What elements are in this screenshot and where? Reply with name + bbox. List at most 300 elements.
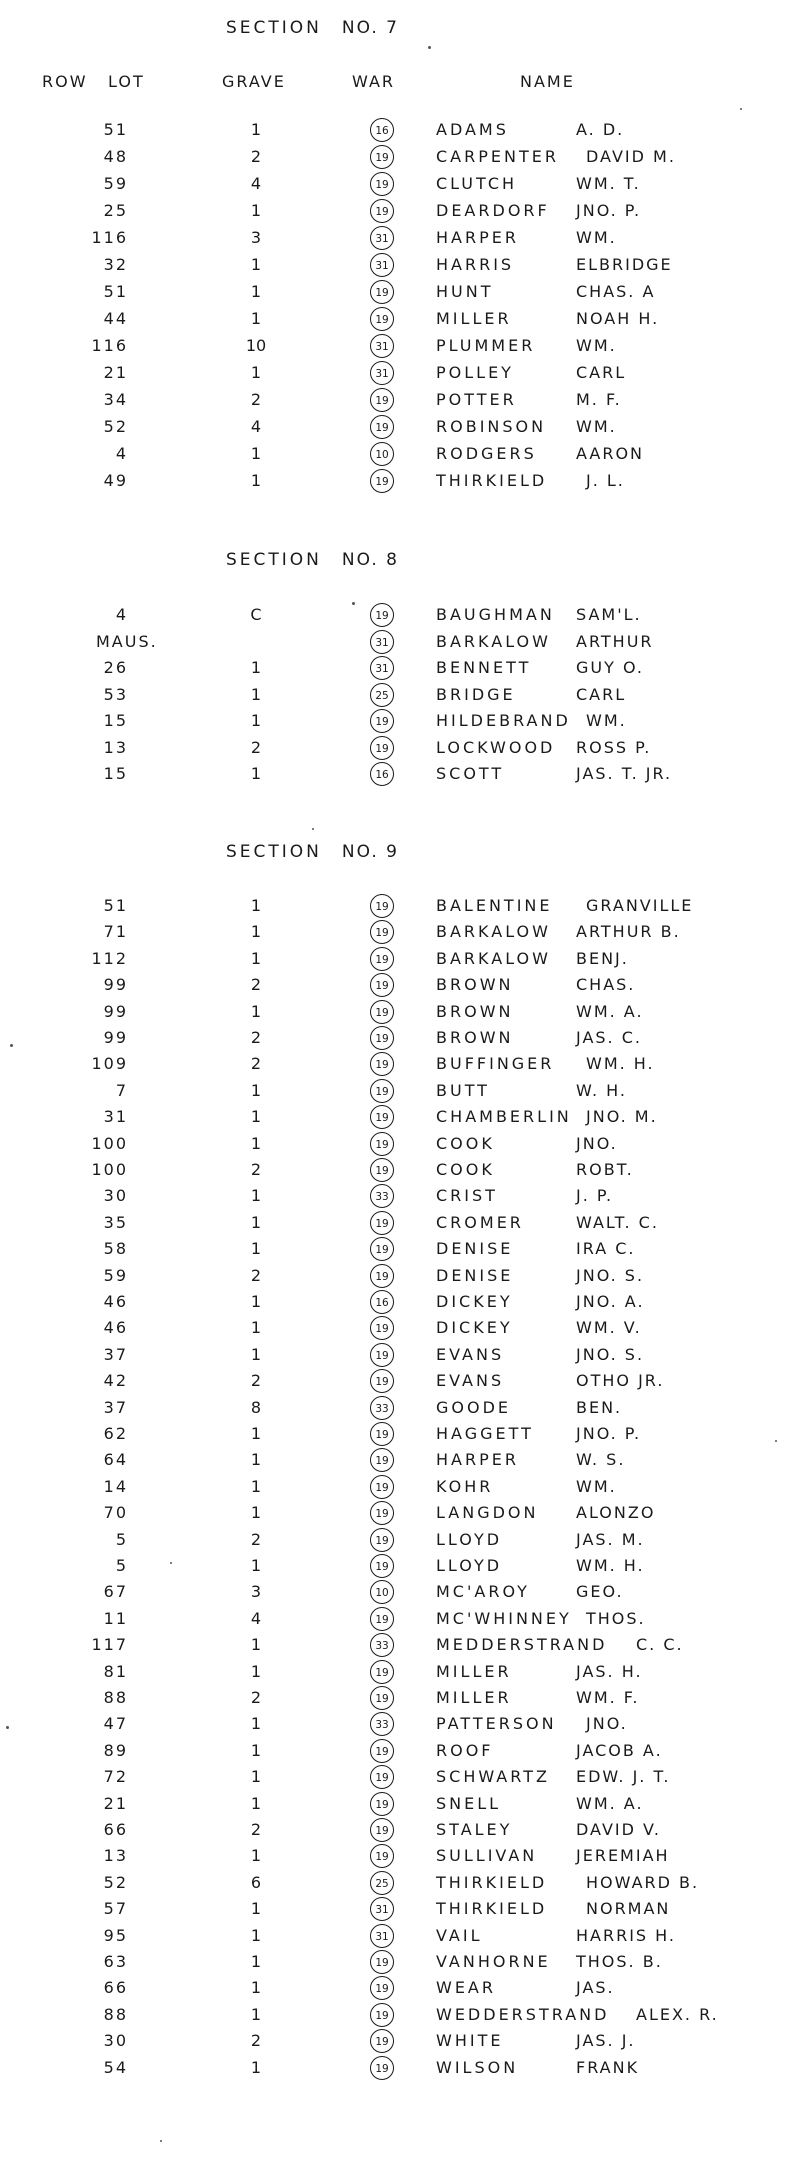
table-row (0, 2003, 800, 2029)
lot-cell: 32 (103, 255, 128, 274)
table-row (0, 1844, 800, 1870)
given-name-cell: IRA C. (576, 1239, 636, 1258)
table-row (0, 1422, 800, 1448)
war-number-circle: 19 (370, 1475, 394, 1499)
surname-cell: CROMER (436, 1213, 524, 1232)
given-name-cell: DAVID M. (586, 147, 676, 166)
war-number-circle: 31 (370, 226, 394, 250)
grave-cell: 1 (250, 255, 262, 274)
table-row (0, 709, 800, 735)
surname-cell: HARPER (436, 228, 519, 247)
given-name-cell: ELBRIDGE (576, 255, 673, 274)
grave-cell: 1 (250, 1213, 262, 1232)
grave-cell: 2 (250, 390, 262, 409)
table-row (0, 1712, 800, 1738)
given-name-cell: M. F. (576, 390, 622, 409)
grave-cell: 1 (250, 201, 262, 220)
surname-cell: WEDDERSTRAND (436, 2005, 610, 2024)
war-number-circle: 16 (370, 762, 394, 786)
table-row (0, 1105, 800, 1131)
table-row (0, 1792, 800, 1818)
section-7-number: NO. 7 (341, 18, 399, 38)
scan-speck (10, 1044, 13, 1047)
surname-cell: CARPENTER (436, 147, 559, 166)
surname-cell: LLOYD (436, 1556, 503, 1575)
grave-cell: 1 (250, 922, 262, 941)
section-8-label: SECTION (226, 550, 322, 570)
war-number-circle: 19 (370, 1158, 394, 1182)
surname-cell: RODGERS (436, 444, 537, 463)
lot-cell: 66 (103, 1820, 128, 1839)
war-number-circle: 19 (370, 145, 394, 169)
given-name-cell: WM. (576, 1477, 617, 1496)
given-name-cell: FRANK (576, 2058, 640, 2077)
war-number-circle: 19 (370, 415, 394, 439)
lot-cell: 42 (103, 1371, 128, 1390)
table-row (0, 280, 800, 306)
war-number-circle: 19 (370, 709, 394, 733)
table-row (0, 1765, 800, 1791)
given-name-cell: JNO. P. (576, 201, 642, 220)
war-number-circle: 31 (370, 1897, 394, 1921)
table-row (0, 1501, 800, 1527)
table-row (0, 736, 800, 762)
war-number-circle: 31 (370, 656, 394, 680)
grave-cell: 1 (250, 1662, 262, 1681)
given-name-cell: W. H. (576, 1081, 627, 1100)
grave-cell: 1 (250, 2058, 262, 2077)
given-name-cell: WM. (586, 711, 627, 730)
lot-cell: 112 (91, 949, 128, 968)
lot-cell: 99 (103, 1002, 128, 1021)
given-name-cell: AARON (576, 444, 645, 463)
war-number-circle: 19 (370, 1316, 394, 1340)
lot-cell: 89 (103, 1741, 128, 1760)
lot-cell: 30 (103, 1186, 128, 1205)
given-name-cell: JAS. M. (576, 1530, 645, 1549)
surname-cell: BRIDGE (436, 685, 516, 704)
given-name-cell: THOS. (586, 1609, 646, 1628)
grave-cell: 1 (250, 1477, 262, 1496)
grave-cell: 1 (250, 1107, 262, 1126)
war-number-circle: 19 (370, 1264, 394, 1288)
war-number-circle: 19 (370, 1976, 394, 2000)
given-name-cell: WM. V. (576, 1318, 642, 1337)
table-row (0, 361, 800, 387)
war-number-circle: 19 (370, 973, 394, 997)
given-name-cell: C. C. (636, 1635, 684, 1654)
surname-cell: CLUTCH (436, 174, 518, 193)
lot-cell: 99 (103, 975, 128, 994)
surname-cell: THIRKIELD (436, 471, 548, 490)
given-name-cell: ARTHUR (576, 632, 654, 651)
table-row (0, 1343, 800, 1369)
surname-cell: BUFFINGER (436, 1054, 555, 1073)
surname-cell: MILLER (436, 1662, 512, 1681)
war-number-circle: 31 (370, 253, 394, 277)
lot-cell: 70 (103, 1503, 128, 1522)
scan-speck (428, 46, 431, 49)
grave-cell: 4 (250, 174, 262, 193)
surname-cell: ADAMS (436, 120, 509, 139)
surname-cell: BAUGHMAN (436, 605, 555, 624)
given-name-cell: JNO. S. (576, 1345, 645, 1364)
surname-cell: POTTER (436, 390, 517, 409)
surname-cell: SNELL (436, 1794, 502, 1813)
given-name-cell: CARL (576, 363, 627, 382)
given-name-cell: GRANVILLE (586, 896, 694, 915)
lot-cell: 46 (103, 1318, 128, 1337)
grave-cell: 1 (250, 1318, 262, 1337)
table-row (0, 1818, 800, 1844)
lot-cell: 67 (103, 1582, 128, 1601)
grave-cell: 1 (250, 1556, 262, 1575)
table-row (0, 253, 800, 279)
surname-cell: WHITE (436, 2031, 504, 2050)
given-name-cell: JNO. S. (576, 1266, 645, 1285)
grave-cell: 2 (250, 2031, 262, 2050)
surname-cell: BROWN (436, 975, 514, 994)
table-row (0, 1739, 800, 1765)
given-name-cell: EDW. J. T. (576, 1767, 671, 1786)
table-row (0, 1580, 800, 1606)
war-number-circle: 19 (370, 1660, 394, 1684)
section-7-title (226, 18, 399, 38)
war-number-circle: 33 (370, 1633, 394, 1657)
given-name-cell: A. D. (576, 120, 625, 139)
lot-cell: 21 (103, 1794, 128, 1813)
given-name-cell: CARL (576, 685, 627, 704)
grave-cell: 1 (250, 1978, 262, 1997)
given-name-cell: WM. H. (586, 1054, 655, 1073)
table-row (0, 1686, 800, 1712)
section-7-label: SECTION (226, 18, 322, 38)
given-name-cell: WM. A. (576, 1002, 644, 1021)
surname-cell: THIRKIELD (436, 1873, 548, 1892)
table-row (0, 1264, 800, 1290)
war-number-circle: 19 (370, 1765, 394, 1789)
lot-cell: 71 (103, 922, 128, 941)
war-number-circle: 31 (370, 334, 394, 358)
given-name-cell: BENJ. (576, 949, 629, 968)
surname-cell: DENISE (436, 1266, 514, 1285)
grave-cell: 2 (250, 1054, 262, 1073)
surname-cell: HAGGETT (436, 1424, 534, 1443)
grave-cell: 1 (250, 1794, 262, 1813)
table-row (0, 973, 800, 999)
grave-cell: 1 (250, 1424, 262, 1443)
surname-cell: HARRIS (436, 255, 515, 274)
scan-speck (740, 108, 742, 110)
table-row (0, 762, 800, 788)
table-row (0, 334, 800, 360)
given-name-cell: ARTHUR B. (576, 922, 681, 941)
surname-cell: BENNETT (436, 658, 532, 677)
given-name-cell: WM. (576, 228, 617, 247)
surname-cell: MEDDERSTRAND (436, 1635, 608, 1654)
grave-cell: 10 (245, 336, 267, 355)
war-number-circle: 19 (370, 736, 394, 760)
lot-cell: 95 (103, 1926, 128, 1945)
lot-cell: 116 (91, 228, 128, 247)
scan-speck (312, 828, 314, 830)
surname-cell: CHAMBERLIN (436, 1107, 572, 1126)
scan-speck (170, 1562, 172, 1564)
given-name-cell: JAS. H. (576, 1662, 643, 1681)
war-number-circle: 31 (370, 361, 394, 385)
war-number-circle: 10 (370, 442, 394, 466)
table-row (0, 1897, 800, 1923)
given-name-cell: W. S. (576, 1450, 626, 1469)
table-row (0, 1660, 800, 1686)
grave-cell: 1 (250, 282, 262, 301)
lot-cell: 46 (103, 1292, 128, 1311)
grave-cell: 1 (250, 363, 262, 382)
grave-cell: 1 (250, 471, 262, 490)
grave-cell: 1 (250, 764, 262, 783)
grave-cell: 1 (250, 120, 262, 139)
given-name-cell: JNO. P. (576, 1424, 642, 1443)
surname-cell: BARKALOW (436, 949, 551, 968)
war-number-circle: 19 (370, 920, 394, 944)
surname-cell: HARPER (436, 1450, 519, 1469)
grave-cell: 1 (250, 1741, 262, 1760)
grave-cell: 2 (250, 1371, 262, 1390)
war-number-circle: 19 (370, 199, 394, 223)
surname-cell: WILSON (436, 2058, 519, 2077)
table-row (0, 1607, 800, 1633)
lot-cell: 7 (115, 1081, 128, 1100)
grave-cell: 1 (250, 1134, 262, 1153)
grave-cell: 1 (250, 1081, 262, 1100)
lot-cell: 5 (115, 1556, 128, 1575)
war-number-circle: 19 (370, 2003, 394, 2027)
surname-cell: BARKALOW (436, 922, 551, 941)
surname-cell: THIRKIELD (436, 1899, 548, 1918)
lot-cell: 15 (103, 711, 128, 730)
given-name-cell: JACOB A. (576, 1741, 663, 1760)
war-number-circle: 19 (370, 1132, 394, 1156)
grave-cell: 8 (250, 1398, 262, 1417)
lot-cell: 25 (103, 201, 128, 220)
grave-cell: 1 (250, 1635, 262, 1654)
given-name-cell: ROSS P. (576, 738, 652, 757)
lot-cell: 72 (103, 1767, 128, 1786)
grave-cell: 2 (250, 975, 262, 994)
table-row (0, 388, 800, 414)
table-row (0, 172, 800, 198)
war-number-circle: 19 (370, 1528, 394, 1552)
lot-cell: 63 (103, 1952, 128, 1971)
lot-cell: 81 (103, 1662, 128, 1681)
grave-cell: 1 (250, 711, 262, 730)
war-number-circle: 19 (370, 307, 394, 331)
grave-cell: 2 (250, 1688, 262, 1707)
table-row (0, 442, 800, 468)
table-row (0, 415, 800, 441)
lot-cell: 52 (103, 1873, 128, 1892)
table-row (0, 1924, 800, 1950)
given-name-cell: OTHO JR. (576, 1371, 665, 1390)
lot-cell: 49 (103, 471, 128, 490)
given-name-cell: JAS. C. (576, 1028, 642, 1047)
lot-cell: 37 (103, 1398, 128, 1417)
lot-cell: 51 (103, 896, 128, 915)
table-row (0, 199, 800, 225)
table-row (0, 1237, 800, 1263)
lot-cell: 4 (115, 605, 128, 624)
scan-speck (6, 1726, 9, 1729)
war-number-circle: 19 (370, 1369, 394, 1393)
surname-cell: DENISE (436, 1239, 514, 1258)
grave-cell: 1 (250, 1846, 262, 1865)
grave-cell: 1 (250, 1952, 262, 1971)
table-row (0, 1976, 800, 2002)
war-number-circle: 33 (370, 1396, 394, 1420)
surname-cell: DEARDORF (436, 201, 550, 220)
lot-cell: 53 (103, 685, 128, 704)
war-number-circle: 16 (370, 1290, 394, 1314)
lot-cell: 31 (103, 1107, 128, 1126)
table-row (0, 656, 800, 682)
lot-cell: 13 (103, 738, 128, 757)
given-name-cell: JNO. A. (576, 1292, 645, 1311)
grave-cell: 1 (250, 1503, 262, 1522)
given-name-cell: HOWARD B. (586, 1873, 700, 1892)
war-number-circle: 19 (370, 1739, 394, 1763)
lot-cell: 5 (115, 1530, 128, 1549)
table-row (0, 1184, 800, 1210)
surname-cell: BROWN (436, 1002, 514, 1021)
lot-cell: 64 (103, 1450, 128, 1469)
given-name-cell: WM. F. (576, 1688, 640, 1707)
lot-cell: 47 (103, 1714, 128, 1733)
grave-cell: 1 (250, 309, 262, 328)
war-number-circle: 19 (370, 1105, 394, 1129)
war-number-circle: 19 (370, 894, 394, 918)
given-name-cell: WM. H. (576, 1556, 645, 1575)
lot-cell: 88 (103, 1688, 128, 1707)
table-row (0, 1316, 800, 1342)
given-name-cell: NOAH H. (576, 309, 660, 328)
war-number-circle: 19 (370, 947, 394, 971)
surname-cell: SCOTT (436, 764, 505, 783)
surname-cell: EVANS (436, 1371, 505, 1390)
war-number-circle: 19 (370, 1079, 394, 1103)
table-row (0, 603, 800, 629)
war-number-circle: 19 (370, 469, 394, 493)
table-row (0, 1158, 800, 1184)
given-name-cell: JAS. J. (576, 2031, 636, 2050)
lot-cell: 99 (103, 1028, 128, 1047)
header-grave: GRAVE (222, 72, 286, 91)
table-row (0, 1633, 800, 1659)
section-9-number: NO. 9 (341, 842, 399, 862)
lot-cell: 117 (91, 1635, 128, 1654)
war-number-circle: 31 (370, 1924, 394, 1948)
given-name-cell: JAS. T. JR. (576, 764, 673, 783)
surname-cell: DICKEY (436, 1292, 513, 1311)
surname-cell: HILDEBRAND (436, 711, 571, 730)
surname-cell: POLLEY (436, 363, 514, 382)
table-row (0, 920, 800, 946)
lot-cell: 4 (115, 444, 128, 463)
table-row (0, 1132, 800, 1158)
grave-cell: 2 (250, 738, 262, 757)
grave-cell: 2 (250, 147, 262, 166)
given-name-cell: WM. T. (576, 174, 641, 193)
given-name-cell: ROBT. (576, 1160, 634, 1179)
lot-cell: 48 (103, 147, 128, 166)
lot-cell: 54 (103, 2058, 128, 2077)
given-name-cell: JNO. M. (586, 1107, 658, 1126)
lot-cell: MAUS. (96, 632, 158, 651)
lot-cell: 26 (103, 658, 128, 677)
surname-cell: STALEY (436, 1820, 513, 1839)
table-row (0, 2029, 800, 2055)
lot-cell: 51 (103, 282, 128, 301)
given-name-cell: JNO. (586, 1714, 628, 1733)
surname-cell: BARKALOW (436, 632, 551, 651)
grave-cell: 1 (250, 1002, 262, 1021)
given-name-cell: NORMAN (586, 1899, 671, 1918)
table-row (0, 1528, 800, 1554)
table-row (0, 894, 800, 920)
war-number-circle: 19 (370, 1211, 394, 1235)
table-row (0, 1000, 800, 1026)
lot-cell: 57 (103, 1899, 128, 1918)
surname-cell: GOODE (436, 1398, 512, 1417)
war-number-circle: 19 (370, 1554, 394, 1578)
surname-cell: SULLIVAN (436, 1846, 538, 1865)
given-name-cell: SAM'L. (576, 605, 642, 624)
surname-cell: BROWN (436, 1028, 514, 1047)
lot-cell: 21 (103, 363, 128, 382)
surname-cell: ROBINSON (436, 417, 547, 436)
section-8-title (226, 550, 399, 570)
given-name-cell: THOS. B. (576, 1952, 663, 1971)
surname-cell: MILLER (436, 309, 512, 328)
war-number-circle: 31 (370, 630, 394, 654)
given-name-cell: WM. (576, 336, 617, 355)
surname-cell: KOHR (436, 1477, 494, 1496)
given-name-cell: J. P. (576, 1186, 614, 1205)
lot-cell: 51 (103, 120, 128, 139)
grave-cell: 6 (250, 1873, 262, 1892)
surname-cell: PLUMMER (436, 336, 536, 355)
grave-cell: 4 (250, 417, 262, 436)
grave-cell: 2 (250, 1530, 262, 1549)
war-number-circle: 19 (370, 1792, 394, 1816)
given-name-cell: WM. (576, 417, 617, 436)
war-number-circle: 19 (370, 2029, 394, 2053)
surname-cell: ROOF (436, 1741, 494, 1760)
table-row (0, 947, 800, 973)
given-name-cell: JNO. (576, 1134, 618, 1153)
war-number-circle: 19 (370, 1422, 394, 1446)
given-name-cell: CHAS. A (576, 282, 656, 301)
given-name-cell: BEN. (576, 1398, 623, 1417)
war-number-circle: 19 (370, 603, 394, 627)
surname-cell: DICKEY (436, 1318, 513, 1337)
surname-cell: VANHORNE (436, 1952, 551, 1971)
given-name-cell: GUY O. (576, 658, 644, 677)
war-number-circle: 19 (370, 1052, 394, 1076)
table-row (0, 1211, 800, 1237)
grave-cell: 1 (250, 2005, 262, 2024)
lot-cell: 62 (103, 1424, 128, 1443)
war-number-circle: 19 (370, 1343, 394, 1367)
